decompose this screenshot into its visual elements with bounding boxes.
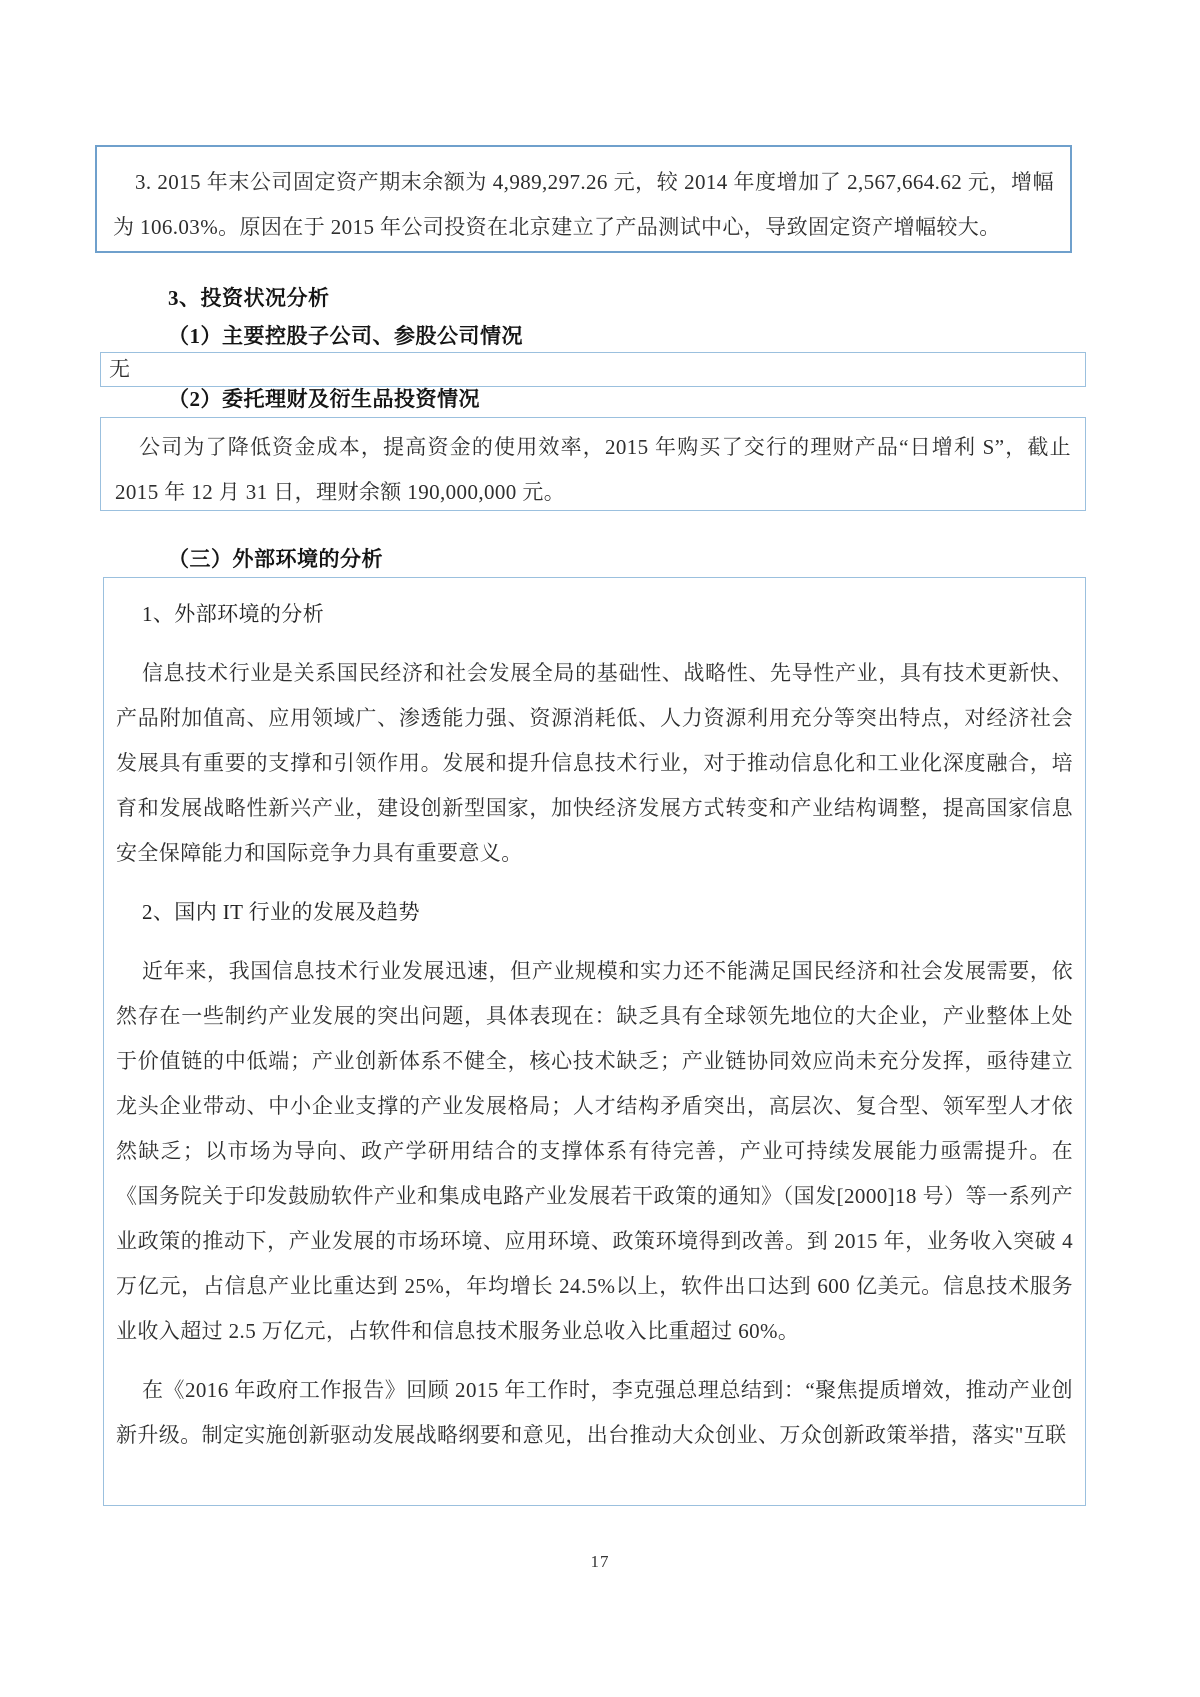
env-paragraph-2: 近年来，我国信息技术行业发展迅速，但产业规模和实力还不能满足国民经济和社会发展需要，依然存在一些制约产业发展的突出问题，具体表现在：缺乏具有全球领先地位的大企业，产业整体上处于价值链的中低端；产业创新体系不健全，核心技术缺乏；产业链协同效应尚未充分发挥，亟待建立龙头企业带动、中小企业支撑的产业发展格局；人才结构矛盾突出，高层次、复合型、领军型人才依然缺乏；以市场为导向、政产学研用结合的支撑体系有待完善，产业可持续发展能力亟需提升。在《国务院关于印发鼓励软件产业和集成电路产业发展若干政策的通知》（国发[2000]18 号）等一系列产业政策的推动下，产业发展的市场环境、应用环境、政策环境得到改善。到 2015 年，业务收入突破 4 万亿元，占信息产业比重达到 25%，年均增长 24.5%以上，软件出口达到 600 亿美元。信息技术服务业收入超过 2.5 万亿元，占软件和信息技术服务业总收入比重超过 60%。 — [116, 959, 1073, 1343]
subsidiaries-value-box — [100, 352, 1086, 387]
investment-analysis-heading: 3、投资状况分析 — [168, 286, 330, 310]
external-environment-box — [103, 577, 1086, 1506]
subsidiaries-heading: （1）主要控股子公司、参股公司情况 — [168, 324, 523, 348]
env-subheading-1: 1、外部环境的分析 — [142, 602, 325, 626]
wealth-management-note-text: 公司为了降低资金成本，提高资金的使用效率，2015 年购买了交行的理财产品“日增利 S”，截止 2015 年 12 月 31 日，理财余额 190,000,000 元。 — [115, 435, 1071, 504]
fixed-assets-note-text: 3. 2015 年末公司固定资产期末余额为 4,989,297.26 元，较 2014 年度增加了 2,567,664.62 元，增幅为 106.03%。原因在于 2015 年公司投资在北京建立了产品测试中心，导致固定资产增幅较大。 — [113, 170, 1054, 239]
fixed-assets-note-box — [95, 145, 1072, 253]
env-paragraph-3: 在《2016 年政府工作报告》回顾 2015 年工作时，李克强总理总结到：“聚焦提质增效，推动产业创新升级。制定实施创新驱动发展战略纲要和意见，出台推动大众创业、万众创新政策举措，落实"互联 — [116, 1378, 1073, 1447]
env-paragraph-1: 信息技术行业是关系国民经济和社会发展全局的基础性、战略性、先导性产业，具有技术更新快、产品附加值高、应用领域广、渗透能力强、资源消耗低、人力资源利用充分等突出特点，对经济社会发展具有重要的支撑和引领作用。发展和提升信息技术行业，对于推动信息化和工业化深度融合，培育和发展战略性新兴产业，建设创新型国家，加快经济发展方式转变和产业结构调整，提高国家信息安全保障能力和国际竞争力具有重要意义。 — [116, 661, 1073, 865]
subsidiaries-value-text: 无 — [109, 357, 131, 381]
external-environment-heading: （三）外部环境的分析 — [168, 547, 383, 571]
wealth-management-note-box — [100, 417, 1086, 511]
page-number: 17 — [590, 1552, 610, 1571]
env-subheading-2: 2、国内 IT 行业的发展及趋势 — [142, 900, 420, 924]
wealth-management-heading: （2）委托理财及衍生品投资情况 — [168, 387, 480, 411]
